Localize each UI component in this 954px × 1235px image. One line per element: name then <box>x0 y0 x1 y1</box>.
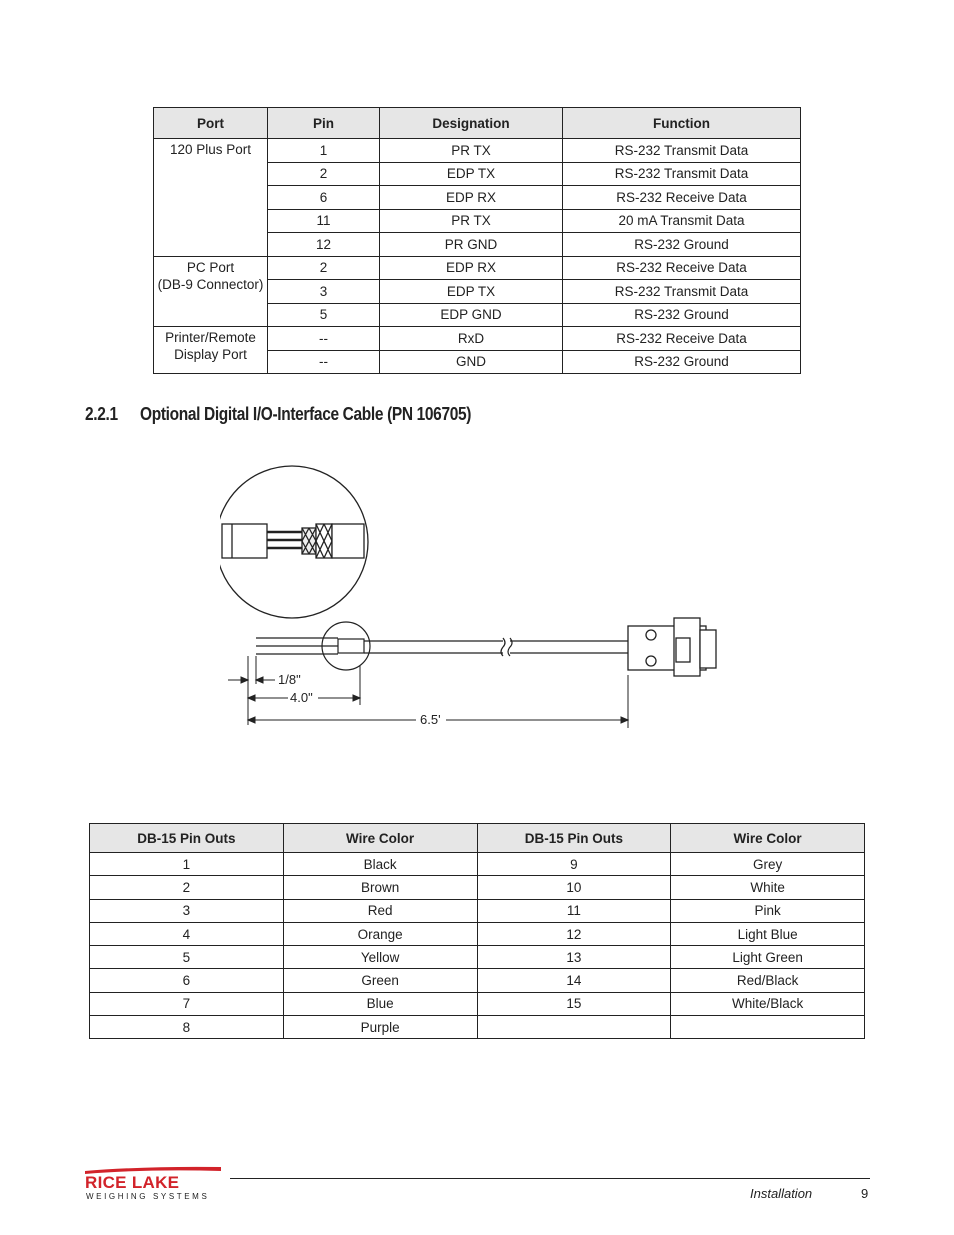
table-row: 1 Black 9 Grey <box>90 853 865 876</box>
db-connector <box>628 618 716 676</box>
footer-rule <box>230 1178 870 1179</box>
table-row: 12 PR GND RS-232 Ground <box>154 233 801 257</box>
table-row: 5 Yellow 13 Light Green <box>90 946 865 969</box>
cable-diagram <box>220 460 740 740</box>
designation-header: Designation <box>380 108 563 139</box>
pin-header: Pin <box>268 108 380 139</box>
magnified-detail <box>220 466 368 618</box>
table-row: 6 Green 14 Red/Black <box>90 969 865 992</box>
port-header: Port <box>154 108 268 139</box>
table-row: 2 Brown 10 White <box>90 876 865 899</box>
port-pin-table <box>153 107 801 374</box>
port-cell: PC Port (DB-9 Connector) <box>154 256 268 327</box>
wire-color-header: Wire Color <box>283 824 477 853</box>
logo-wordmark: RICE LAKE <box>85 1173 180 1192</box>
table-row: 4 Orange 12 Light Blue <box>90 922 865 945</box>
table-row: 3 EDP TX RS-232 Transmit Data <box>154 280 801 304</box>
table-row: 120 Plus Port 1 PR TX RS-232 Transmit Data <box>154 139 801 163</box>
section-number: 2.2.1 <box>85 404 118 424</box>
port-cell: Printer/Remote Display Port <box>154 327 268 374</box>
function-header: Function <box>563 108 801 139</box>
wire-color-table <box>89 823 865 1039</box>
table-row: 2 EDP TX RS-232 Transmit Data <box>154 162 801 186</box>
table-row: 6 EDP RX RS-232 Receive Data <box>154 186 801 210</box>
section-heading <box>85 404 471 425</box>
table-row: Printer/Remote Display Port -- RxD RS-232 Receive Data <box>154 327 801 351</box>
footer-section-name: Installation <box>750 1186 813 1201</box>
table-row: 7 Blue 15 White/Black <box>90 992 865 1015</box>
table-row: 5 EDP GND RS-232 Ground <box>154 303 801 327</box>
section-title: Optional Digital I/O-Interface Cable (PN 106705) <box>140 404 472 424</box>
table-row: 8 Purple <box>90 1016 865 1039</box>
rice-lake-logo <box>85 1165 225 1201</box>
table-row: 11 PR TX 20 mA Transmit Data <box>154 209 801 233</box>
table-row: 3 Red 11 Pink <box>90 899 865 922</box>
dim-label-long: 6.5' <box>420 712 441 727</box>
page-number: 9 <box>861 1186 869 1201</box>
pin-outs-header: DB-15 Pin Outs <box>90 824 284 853</box>
dim-label-mid: 4.0" <box>290 690 313 705</box>
dim-label-short: 1/8" <box>278 672 301 687</box>
wire-color-header: Wire Color <box>671 824 865 853</box>
logo-subtitle: WEIGHING SYSTEMS <box>86 1192 210 1201</box>
pin-outs-header: DB-15 Pin Outs <box>477 824 671 853</box>
cable-body <box>256 622 628 670</box>
port-cell: 120 Plus Port <box>154 139 268 257</box>
table-row: -- GND RS-232 Ground <box>154 350 801 374</box>
table-row: PC Port (DB-9 Connector) 2 EDP RX RS-232 Receive Data <box>154 256 801 280</box>
